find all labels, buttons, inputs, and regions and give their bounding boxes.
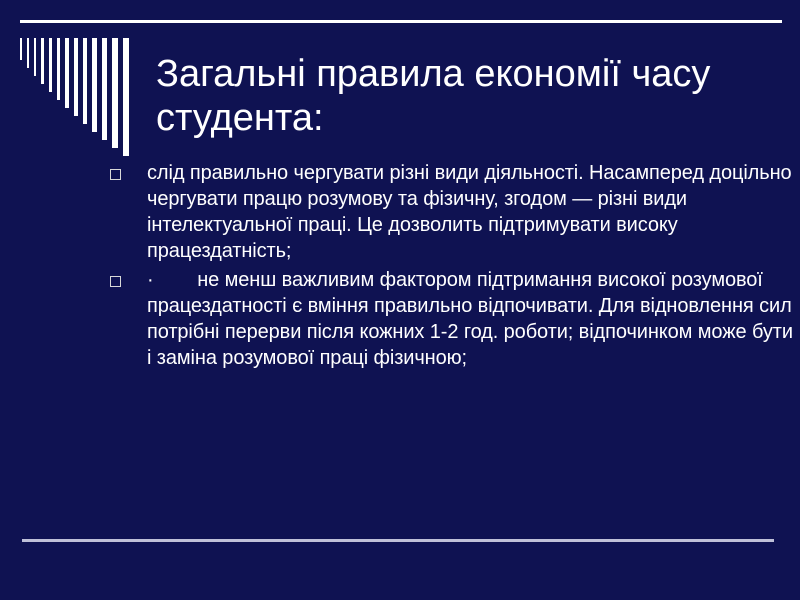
stripe — [92, 38, 97, 132]
list-item — [110, 267, 799, 371]
bullet-text: слід правильно чергувати різні види діяльності. Насамперед доцільно чергувати працю розумову та фізичну, згодом — різні види інтелектуальної праці. Це дозволить підтримувати високу працездатність; — [147, 162, 797, 262]
stripe — [49, 38, 52, 92]
stripe — [20, 38, 22, 60]
top-decorative-rule — [20, 20, 782, 23]
stripe — [27, 38, 29, 68]
stripe — [57, 38, 60, 100]
slide-title: Загальні правила економії часу студента: — [156, 53, 711, 139]
list-item — [110, 160, 795, 264]
stripe — [74, 38, 78, 116]
stripe — [34, 38, 36, 76]
square-bullet-icon — [110, 169, 121, 180]
square-bullet-icon — [110, 276, 121, 287]
bullet-text: · не менш важливим фактором підтримання високої розумової працездатності є вміння правильно відпочивати. Для відновлення сил потрібні перерви після кожних 1-2 год. роботи; відпочинком може бути і заміна розумової праці фізичною; — [147, 269, 799, 369]
stripe — [65, 38, 69, 108]
stripe — [102, 38, 107, 140]
stripe — [123, 38, 129, 156]
stripe — [112, 38, 118, 148]
stripe — [41, 38, 44, 84]
stripe — [83, 38, 87, 124]
bottom-decorative-rule — [22, 539, 774, 542]
bullet-list — [110, 160, 799, 374]
